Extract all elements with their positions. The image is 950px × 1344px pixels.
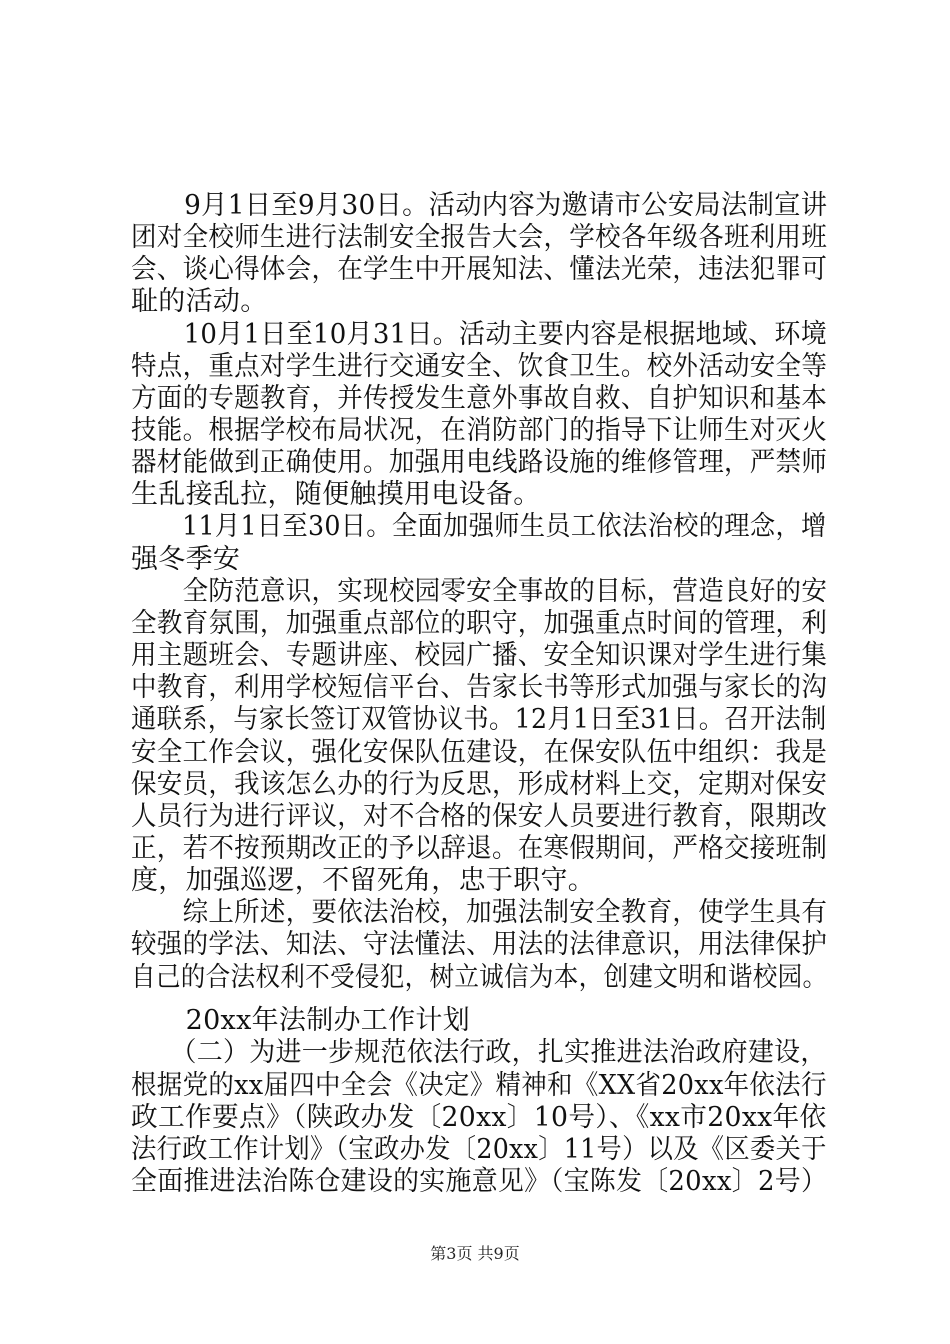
text-line: 保安员，我该怎么办的行为反思，形成材料上交，定期对保安 [131,769,828,800]
text-line: 特点，重点对学生进行交通安全、饮食卫生。校外活动安全等 [131,351,828,382]
text-line: 用主题班会、专题讲座、校园广播、安全知识课对学生进行集 [131,640,828,671]
text-line: 全防范意识，实现校园零安全事故的目标，营造良好的安 [131,576,828,607]
text-line: 全面推进法治陈仓建设的实施意见》（宝陈发〔20xx〕2号） [131,1166,828,1197]
text-line: 团对全校师生进行法制安全报告大会，学校各年级各班利用班 [131,222,828,253]
text-line: 会、谈心得体会，在学生中开展知法、懂法光荣，违法犯罪可 [131,254,828,285]
text-line: 度，加强巡逻，不留死角，忠于职守。 [131,865,596,896]
text-line: 耻的活动。 [131,286,268,317]
text-line: 根据党的xx届四中全会《决定》精神和《XX省20xx年依法行 [131,1070,827,1101]
text-line: 安全工作会议，强化安保队伍建设，在保安队伍中组织：我是 [131,737,828,768]
section-heading: 20xx年法制办工作计划 [131,1005,471,1036]
text-line: 自己的合法权利不受侵犯，树立诚信为本，创建文明和谐校园。 [131,962,828,993]
text-line: （二）为进一步规范依法行政，扎实推进法治政府建设， [131,1037,827,1068]
text-line: 10月1日至10月31日。活动主要内容是根据地域、环境 [131,319,827,350]
text-line: 全教育氛围，加强重点部位的职守，加强重点时间的管理，利 [131,608,828,639]
text-line: 正，若不按预期改正的予以辞退。在寒假期间，严格交接班制 [131,833,828,864]
text-line: 人员行为进行评议，对不合格的保安人员要进行教育，限期改 [131,801,828,832]
text-line: 方面的专题教育，并传授发生意外事故自救、自护知识和基本 [131,383,828,414]
text-line: 政工作要点》（陕政办发〔20xx〕10号）、《xx市20xx年依 [131,1102,827,1133]
text-line: 中教育，利用学校短信平台、告家长书等形式加强与家长的沟 [131,672,828,703]
text-line: 11月1日至30日。全面加强师生员工依法治校的理念，增 [131,511,827,542]
text-line: 较强的学法、知法、守法懂法、用法的法律意识，用法律保护 [131,929,828,960]
text-line: 强冬季安 [131,544,241,575]
page-indicator: 第3页 共9页 [430,1244,520,1263]
text-line: 通联系，与家长签订双管协议书。12月1日至31日。召开法制 [131,704,827,735]
text-line: 9月1日至9月30日。活动内容为邀请市公安局法制宣讲 [131,190,828,221]
text-line: 综上所述，要依法治校，加强法制安全教育，使学生具有 [131,897,828,928]
text-line: 法行政工作计划》（宝政办发〔20xx〕11号）以及《区委关于 [131,1134,827,1165]
text-line: 器材能做到正确使用。加强用电线路设施的维修管理，严禁师 [131,447,828,478]
text-line: 生乱接乱拉，随便触摸用电设备。 [131,479,541,510]
text-line: 技能。根据学校布局状况，在消防部门的指导下让师生对灭火 [131,415,828,446]
